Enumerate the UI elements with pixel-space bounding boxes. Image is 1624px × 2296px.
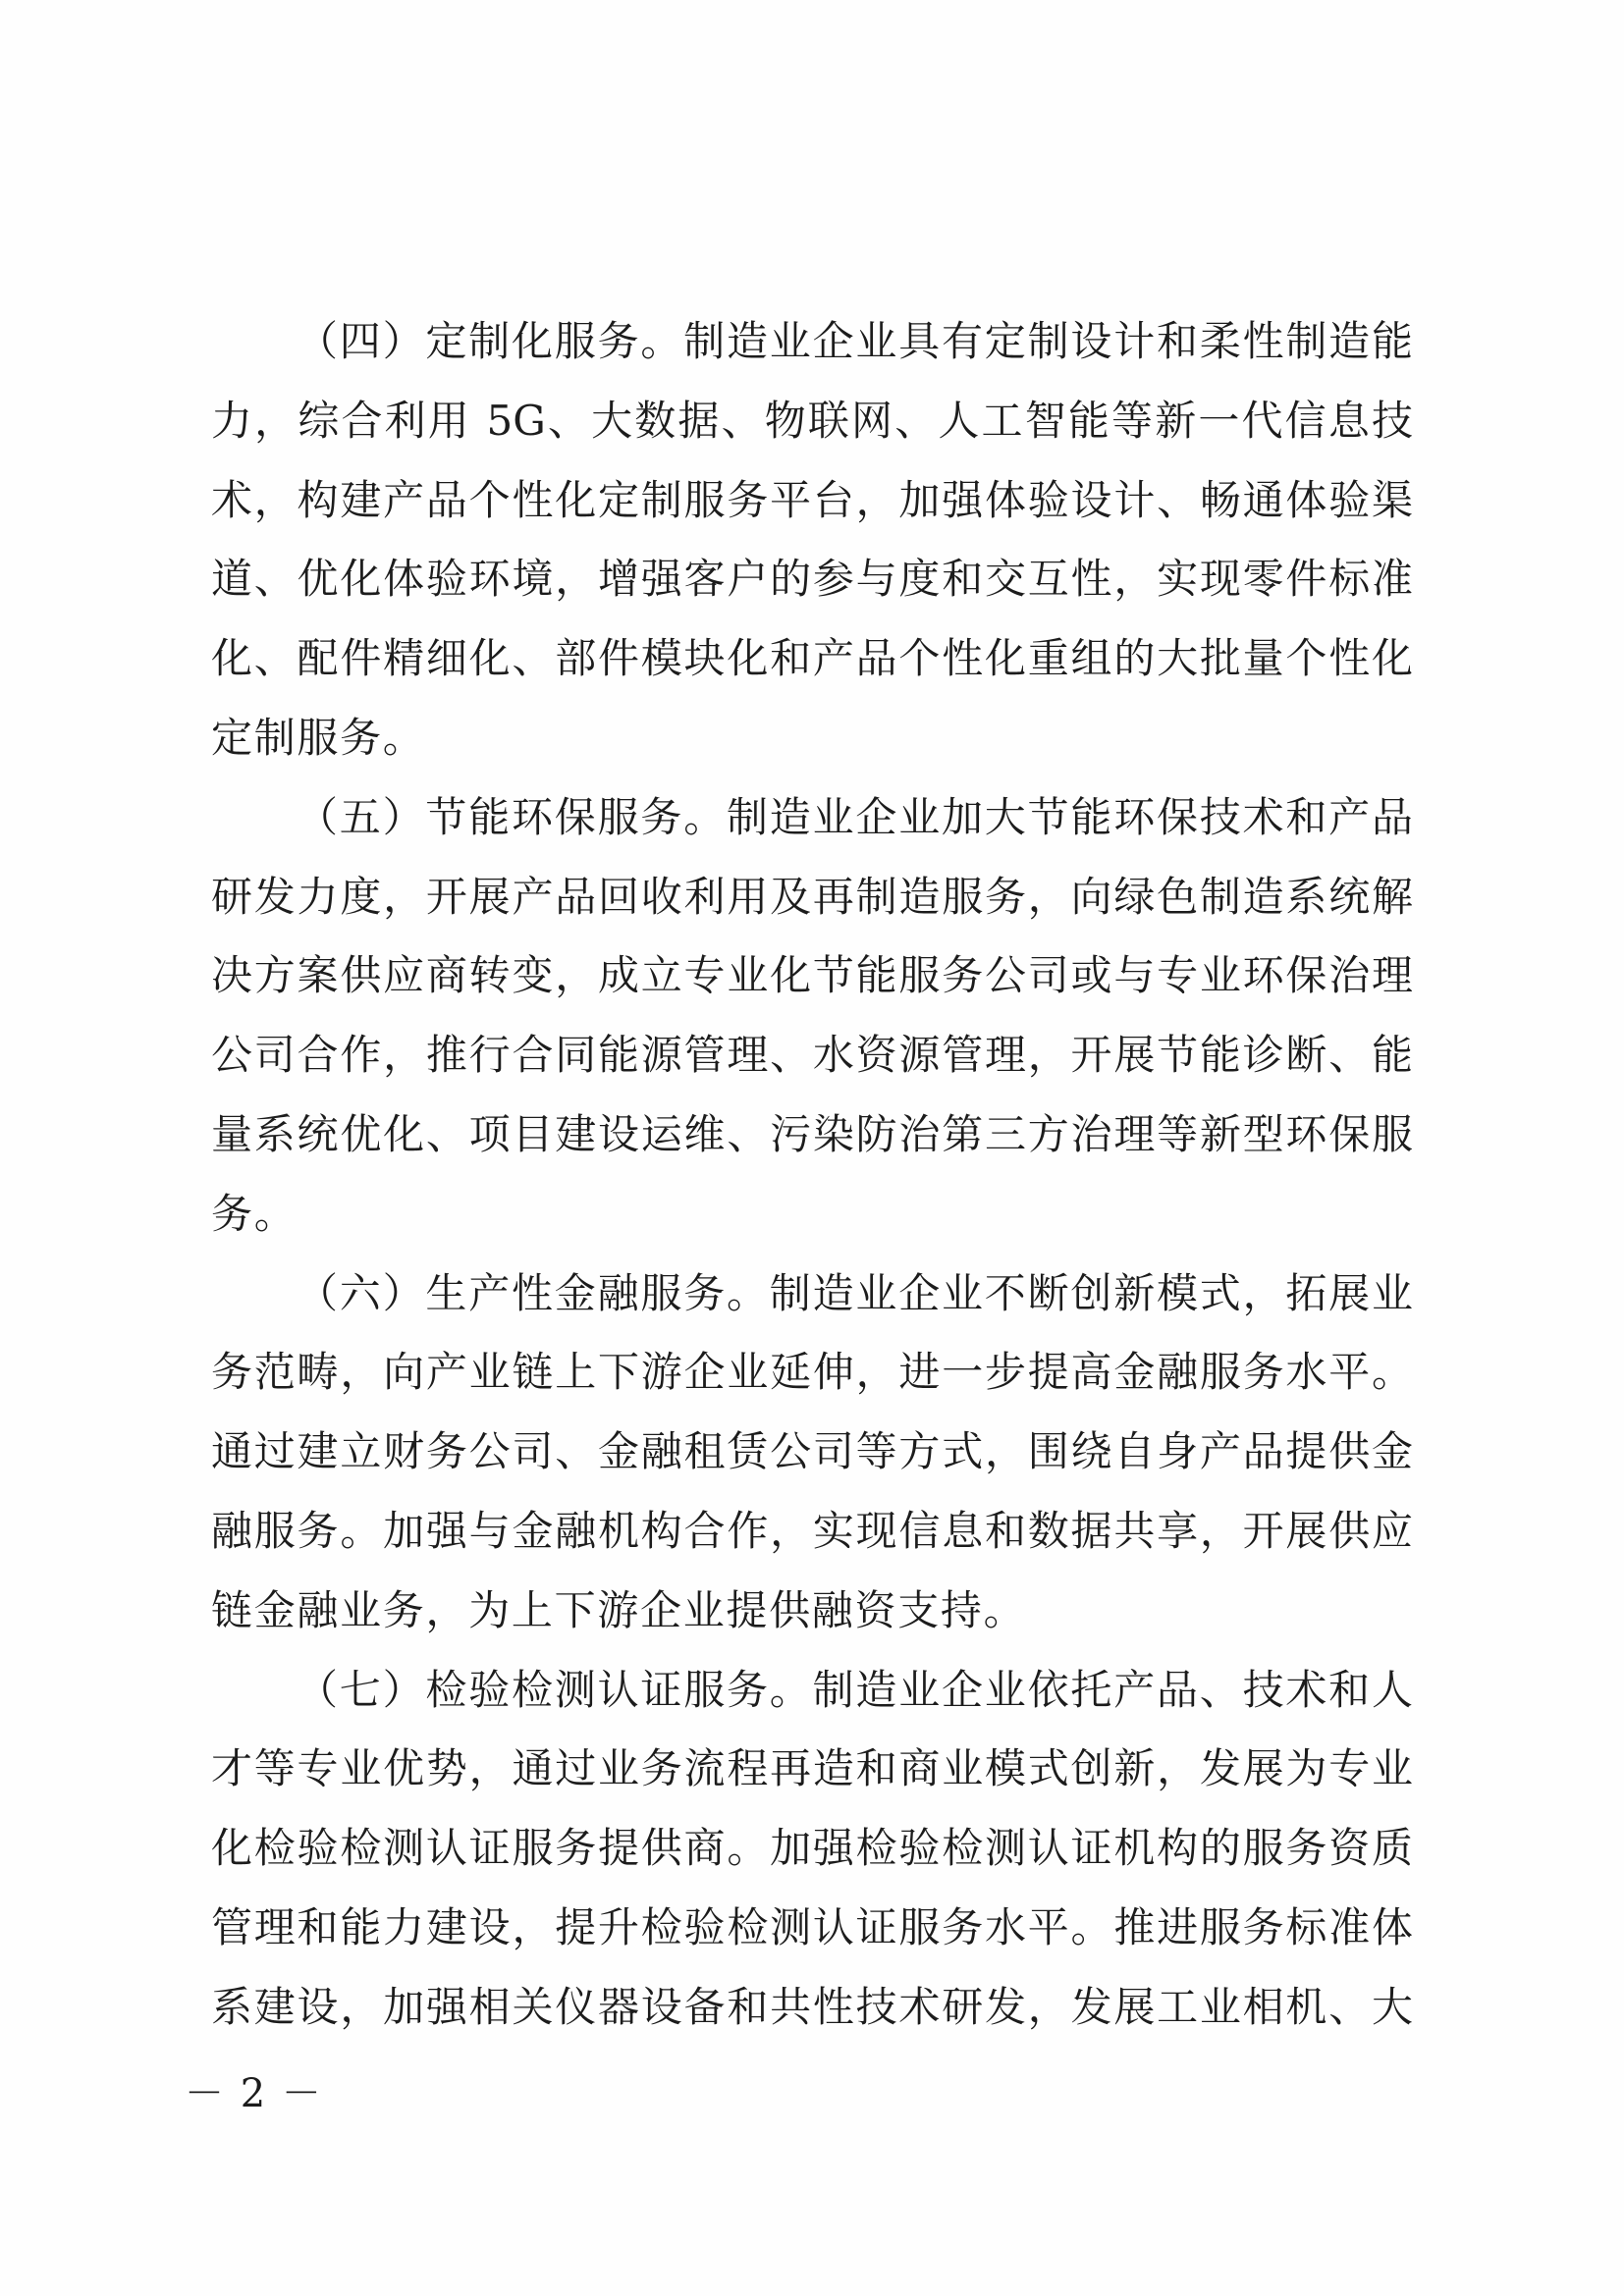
paragraph-line: （七）检验检测认证服务。制造业企业依托产品、技术和人: [297, 1665, 1413, 1714]
paragraph-line: 通过建立财务公司、金融租赁公司等方式，围绕自身产品提供金: [211, 1427, 1413, 1476]
paragraph-line: 务。: [211, 1189, 298, 1238]
paragraph-line: 链金融业务，为上下游企业提供融资支持。: [211, 1585, 1027, 1634]
paragraph-line: 定制服务。: [211, 713, 426, 762]
paragraph-line: 术，构建产品个性化定制服务平台，加强体验设计、畅通体验渠: [211, 475, 1413, 524]
paragraph-line: 务范畴，向产业链上下游企业延伸，进一步提高金融服务水平。: [211, 1348, 1413, 1397]
paragraph-line: 化检验检测认证服务提供商。加强检验检测认证机构的服务资质: [211, 1824, 1413, 1873]
paragraph-line: 道、优化体验环境，增强客户的参与度和交互性，实现零件标准: [211, 555, 1413, 604]
page-number: － 2 －: [185, 2071, 323, 2116]
paragraph-line: 化、配件精细化、部件模块化和产品个性化重组的大批量个性化: [211, 634, 1413, 683]
paragraph-inspection-certification-service: [211, 1651, 1413, 2048]
paragraph-line: （五）节能环保服务。制造业企业加大节能环保技术和产品: [297, 792, 1413, 841]
paragraph-line: （六）生产性金融服务。制造业企业不断创新模式，拓展业: [297, 1268, 1413, 1317]
paragraph-line: 公司合作，推行合同能源管理、水资源管理，开展节能诊断、能: [211, 1031, 1413, 1080]
body-text: [211, 302, 1413, 2048]
paragraph-line: 力，综合利用 5G、大数据、物联网、人工智能等新一代信息技: [211, 396, 1413, 445]
paragraph-customized-service: [211, 302, 1413, 778]
paragraph-line: 系建设，加强相关仪器设备和共性技术研发，发展工业相机、大: [211, 1982, 1413, 2031]
paragraph-line: 融服务。加强与金融机构合作，实现信息和数据共享，开展供应: [211, 1506, 1413, 1555]
paragraph-energy-saving-service: [211, 778, 1413, 1255]
paragraph-line: 量系统优化、项目建设运维、污染防治第三方治理等新型环保服: [211, 1109, 1413, 1158]
paragraph-productive-financial-service: [211, 1255, 1413, 1651]
paragraph-line: 才等专业优势，通过业务流程再造和商业模式创新，发展为专业: [211, 1744, 1413, 1793]
paragraph-line: 管理和能力建设，提升检验检测认证服务水平。推进服务标准体: [211, 1902, 1413, 1951]
paragraph-line: 研发力度，开展产品回收利用及再制造服务，向绿色制造系统解: [211, 872, 1413, 921]
paragraph-line: （四）定制化服务。制造业企业具有定制设计和柔性制造能: [297, 317, 1413, 365]
paragraph-line: 决方案供应商转变，成立专业化节能服务公司或与专业环保治理: [211, 951, 1413, 1000]
